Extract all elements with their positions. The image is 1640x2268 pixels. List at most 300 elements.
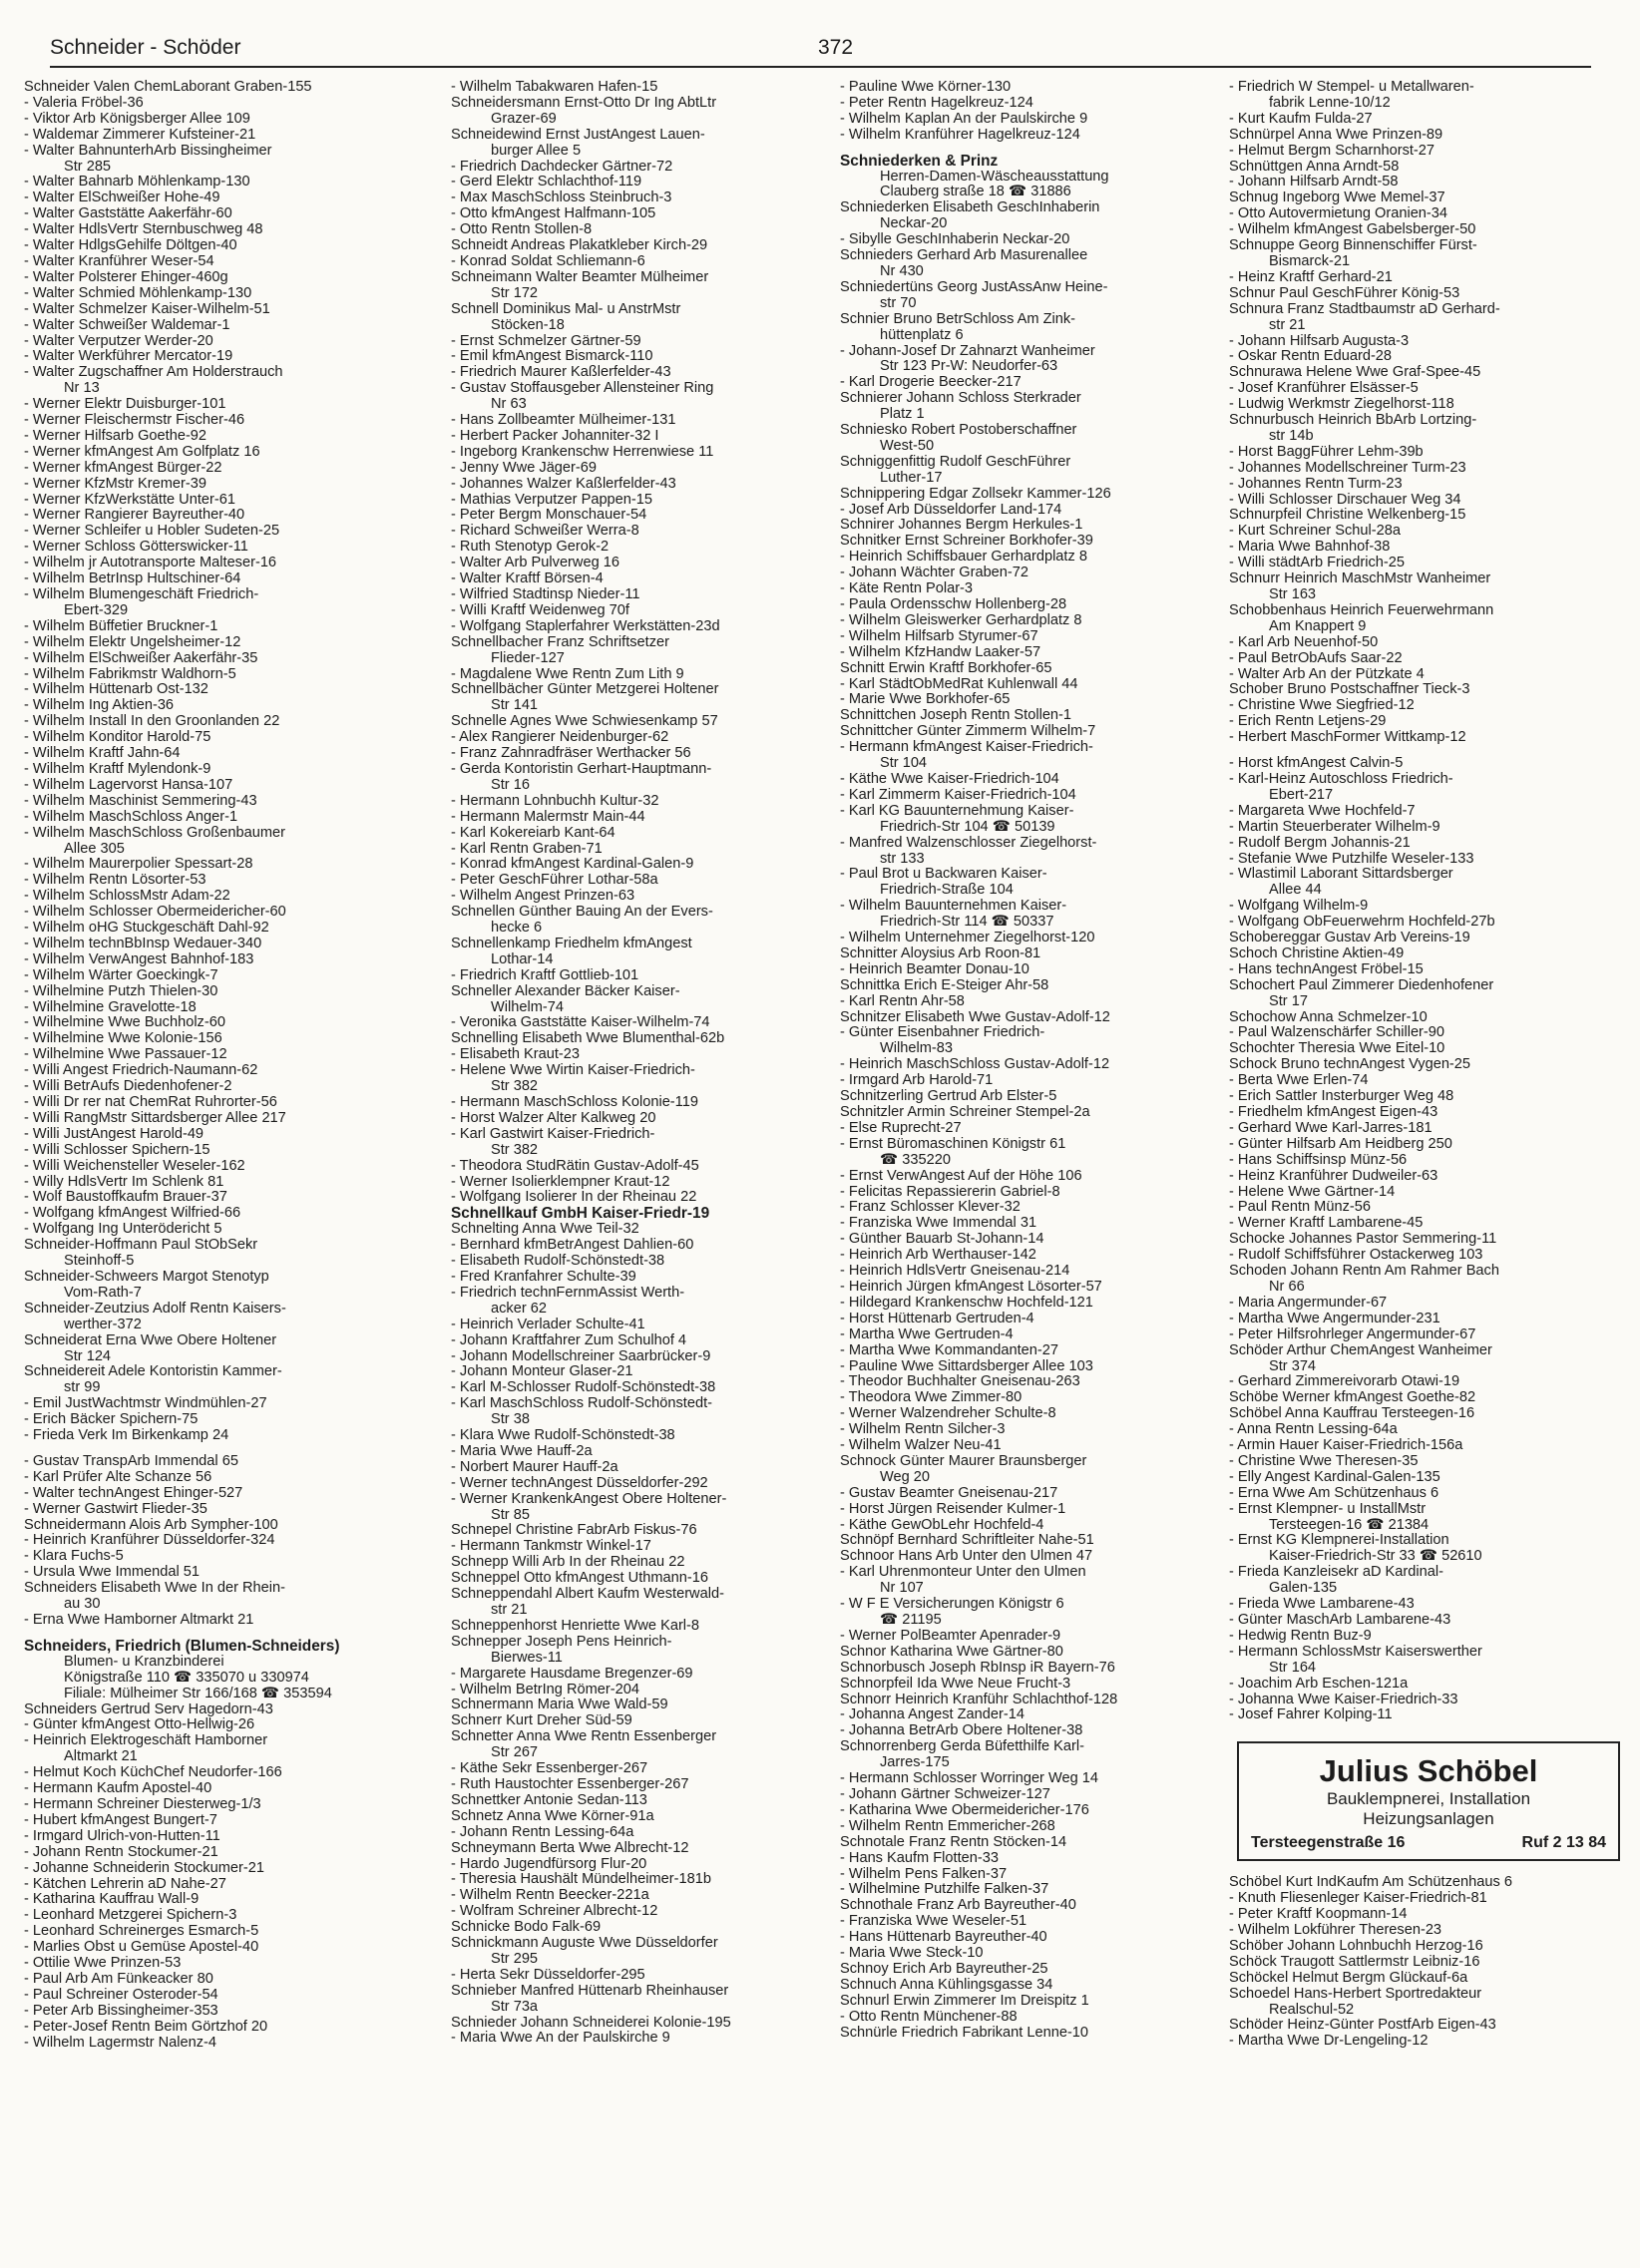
directory-entry: Schneider Valen ChemLaborant Graben-155 (24, 80, 312, 95)
business-listing-heading: Schniederken & Prinz (840, 152, 999, 170)
directory-entry: - Franz Schlosser Klever-32 (840, 1199, 1021, 1216)
directory-entry: - Erna Wwe Hamborner Altmarkt 21 (24, 1612, 254, 1628)
column-2 (451, 80, 845, 2259)
directory-entry: - Werner KfzWerkstätte Unter-61 (24, 491, 235, 508)
directory-entry: Schnurpfeil Christine Welkenberg-15 (1229, 507, 1466, 524)
directory-entry: ☎ 21195 (880, 1612, 942, 1628)
directory-entry: - Karl MaschSchloss Rudolf-Schönstedt- (451, 1395, 712, 1412)
directory-entry: Schock Bruno technAngest Vygen-25 (1229, 1056, 1471, 1073)
directory-entry: Schnelling Elisabeth Wwe Blumenthal-62b (451, 1030, 725, 1047)
directory-entry: - Heinrich Elektrogeschäft Hamborner (24, 1732, 268, 1749)
directory-entry: - Katharina Kauffrau Wall-9 (24, 1891, 200, 1908)
directory-entry: Str 85 (491, 1506, 530, 1523)
directory-entry: - Oskar Rentn Eduard-28 (1229, 348, 1393, 365)
directory-entry: - Felicitas Repassiererin Gabriel-8 (840, 1183, 1060, 1200)
directory-entry: Schnuppe Georg Binnenschiffer Fürst- (1229, 237, 1477, 254)
directory-entry: - Maria Wwe Bahnhof-38 (1229, 539, 1391, 556)
directory-entry: - Leonhard Metzgerei Spichern-3 (24, 1907, 237, 1924)
directory-entry: - Wilhelmine Gravelotte-18 (24, 998, 197, 1015)
directory-entry: Friedrich-Straße 104 (880, 882, 1014, 899)
directory-entry: Str 295 (491, 1950, 539, 1967)
directory-entry: - Wilhelm Install In den Groonlanden 22 (24, 713, 280, 730)
directory-entry: - Heinrich MaschSchloss Gustav-Adolf-12 (840, 1056, 1110, 1073)
directory-entry: - Johann-Josef Dr Zahnarzt Wanheimer (840, 342, 1095, 359)
directory-entry: - Wilhelm Blumengeschäft Friedrich- (24, 586, 259, 602)
directory-entry: Str 17 (1269, 992, 1308, 1009)
directory-entry: - Johann Gärtner Schweizer-127 (840, 1785, 1050, 1802)
ad-company-name: Julius Schöbel (1319, 1753, 1538, 1789)
directory-entry: - Karl-Heinz Autoschloss Friedrich- (1229, 770, 1453, 787)
business-listing-heading: Schnellkauf GmbH Kaiser-Friedr-19 (451, 1205, 710, 1223)
directory-entry: Schnorr Heinrich Kranführ Schlachthof-128 (840, 1691, 1118, 1707)
directory-entry: - Johann Hilfsarb Augusta-3 (1229, 332, 1410, 349)
directory-entry: - Käthe Wwe Kaiser-Friedrich-104 (840, 770, 1059, 787)
directory-entry: - Friedrich Maurer Kaßlerfelder-43 (451, 364, 671, 381)
directory-entry: - Wolfgang Ing Unterödericht 5 (24, 1221, 222, 1238)
directory-entry: - Hermann Schlosser Worringer Weg 14 (840, 1770, 1099, 1787)
directory-entry: Str 124 (64, 1347, 112, 1364)
directory-entry: Ebert-329 (64, 601, 129, 618)
directory-entry: - Wilhelm SchlossMstr Adam-22 (24, 888, 230, 905)
directory-entry: - Otto Autovermietung Oranien-34 (1229, 205, 1448, 222)
directory-entry: Nr 13 (64, 380, 100, 397)
directory-entry: Schneiders Gertrud Serv Hagedorn-43 (24, 1701, 273, 1717)
directory-entry: Schocke Johannes Pastor Semmering-11 (1229, 1231, 1497, 1248)
directory-entry: - Martha Wwe Kommandanten-27 (840, 1341, 1058, 1358)
directory-entry: - Wilhelm Angest Prinzen-63 (451, 888, 635, 905)
directory-entry: Schnüttgen Anna Arndt-58 (1229, 158, 1400, 175)
directory-entry: - Wilhelm Kraftf Mylendonk-9 (24, 760, 211, 777)
directory-entry: Galen-135 (1269, 1580, 1338, 1597)
directory-entry: - Ludwig Werkmstr Ziegelhorst-118 (1229, 396, 1454, 413)
page-header (50, 36, 1591, 68)
directory-entry: - Erna Wwe Am Schützenhaus 6 (1229, 1484, 1439, 1501)
directory-entry: - Hermann SchlossMstr Kaiserswerther (1229, 1643, 1482, 1660)
directory-entry: - Wilhelm Pens Falken-37 (840, 1865, 1008, 1882)
directory-entry: - Wilhelm VerwAngest Bahnhof-183 (24, 950, 254, 967)
directory-entry: Schnippering Edgar Zollsekr Kammer-126 (840, 485, 1111, 502)
directory-entry: - Kurt Schreiner Schul-28a (1229, 523, 1401, 540)
column-1 (24, 80, 418, 2259)
directory-entry: Schneidersmann Ernst-Otto Dr Ing AbtLtr (451, 94, 717, 111)
directory-entry: - Knuth Fliesenleger Kaiser-Friedrich-81 (1229, 1890, 1487, 1907)
directory-entry: - Wilhelm BetrInsp Hultschiner-64 (24, 570, 241, 587)
directory-entry: - Wilhelm ElSchweißer Aakerfähr-35 (24, 649, 258, 666)
directory-entry: - Paul Schreiner Osteroder-54 (24, 1986, 218, 2003)
directory-entry: - Herbert Packer Johanniter-32 I (451, 427, 659, 444)
directory-entry: Schoch Christine Aktien-49 (1229, 945, 1405, 961)
directory-entry: - Wolfgang ObFeuerwehrm Hochfeld-27b (1229, 914, 1495, 931)
directory-entry: - Elisabeth Kraut-23 (451, 1046, 580, 1063)
directory-entry: - Käthe Sekr Essenberger-267 (451, 1760, 648, 1777)
directory-entry: - Hedwig Rentn Buz-9 (1229, 1627, 1372, 1644)
directory-entry: - Johannes Modellschreiner Turm-23 (1229, 459, 1466, 476)
directory-entry: - Wilhelm Elektr Ungelsheimer-12 (24, 633, 241, 650)
directory-entry: Schochow Anna Schmelzer-10 (1229, 1008, 1428, 1025)
ad-services-line: Bauklempnerei, Installation (1326, 1789, 1531, 1809)
directory-entry: - Hardo Jugendfürsorg Flur-20 (451, 1855, 647, 1872)
directory-entry: - Wolfgang kfmAngest Wilfried-66 (24, 1205, 241, 1222)
directory-entry: - Walter BahnunterhArb Bissingheimer (24, 142, 272, 159)
directory-entry: Schnetz Anna Wwe Körner-91a (451, 1807, 654, 1824)
directory-entry: Wilhelm-74 (491, 998, 564, 1015)
directory-entry: - Willi Schlosser Dirschauer Weg 34 (1229, 491, 1461, 508)
directory-entry: Schnieders Gerhard Arb Masurenallee (840, 247, 1088, 264)
directory-entry: Schneidermann Alois Arb Sympher-100 (24, 1516, 278, 1533)
advertisement-box (1237, 1741, 1620, 1861)
directory-entry: Schnettker Antonie Sedan-113 (451, 1791, 647, 1808)
directory-entry: - Wilhelm Rentn Beecker-221a (451, 1887, 649, 1904)
directory-entry: - Heinrich Arb Werthauser-142 (840, 1247, 1036, 1264)
directory-entry: str 14b (1269, 427, 1314, 444)
directory-entry: - Walter HdlgsGehilfe Döltgen-40 (24, 237, 237, 254)
directory-entry: - Johann Monteur Glaser-21 (451, 1363, 633, 1380)
directory-entry: - Johann Hilfsarb Arndt-58 (1229, 174, 1399, 190)
directory-entry: - Konrad kfmAngest Kardinal-Galen-9 (451, 856, 694, 873)
directory-entry: werther-372 (64, 1316, 142, 1332)
directory-entry: Blumen- u Kranzbinderei (64, 1653, 224, 1670)
directory-entry: Schneller Alexander Bäcker Kaiser- (451, 982, 680, 999)
directory-entry: - Walter Zugschaffner Am Holderstrauch (24, 364, 283, 381)
directory-entry: - Johann Rentn Stockumer-21 (24, 1843, 218, 1860)
directory-entry: - Theresia Haushält Mündelheimer-181b (451, 1871, 711, 1888)
directory-entry: - Jenny Wwe Jäger-69 (451, 459, 597, 476)
directory-entry: - Hermann Lohnbuchh Kultur-32 (451, 792, 659, 809)
directory-entry: - Walter Gaststätte Aakerfähr-60 (24, 205, 232, 222)
directory-entry: Schnitker Ernst Schreiner Borkhofer-39 (840, 533, 1093, 550)
directory-entry: - Richard Schweißer Werra-8 (451, 523, 639, 540)
directory-entry: - Karl M-Schlosser Rudolf-Schönstedt-38 (451, 1379, 716, 1396)
directory-entry: - Heinrich Schiffsbauer Gerhardplatz 8 (840, 549, 1087, 566)
directory-entry: - Hermann MaschSchloss Kolonie-119 (451, 1094, 698, 1110)
directory-entry: - Horst Walzer Alter Kalkweg 20 (451, 1109, 656, 1126)
directory-entry: - Heinrich HdlsVertr Gneisenau-214 (840, 1263, 1070, 1280)
directory-entry: - Johannes Walzer Kaßlerfelder-43 (451, 475, 676, 492)
directory-entry: - Karl Arb Neuenhof-50 (1229, 633, 1379, 650)
directory-entry: Schneidereit Adele Kontoristin Kammer- (24, 1363, 282, 1380)
directory-entry: - Friedhelm kfmAngest Eigen-43 (1229, 1104, 1438, 1120)
directory-entry: - Paul Rentn Münz-56 (1229, 1199, 1371, 1216)
directory-entry: - Peter Bergm Monschauer-54 (451, 507, 647, 524)
directory-entry: - Walter Polsterer Ehinger-460g (24, 268, 228, 285)
directory-entry: - Wilhelm Rentn Lösorter-53 (24, 872, 206, 889)
directory-entry: - Karl KG Bauunternehmung Kaiser- (840, 802, 1074, 819)
directory-entry: - Hermann Kaufm Apostel-40 (24, 1780, 212, 1797)
directory-entry: - Wilhelm Schlosser Obermeidericher-60 (24, 904, 286, 921)
directory-entry: Weg 20 (880, 1468, 931, 1485)
directory-entry: Schnepel Christine FabrArb Fiskus-76 (451, 1522, 697, 1539)
directory-entry: Schnittcher Günter Zimmerm Wilhelm-7 (840, 723, 1096, 740)
directory-entry: - Friedrich W Stempel- u Metallwaren- (1229, 80, 1474, 95)
directory-entry: - Elly Angest Kardinal-Galen-135 (1229, 1468, 1440, 1485)
directory-entry: - Kätchen Lehrerin aD Nahe-27 (24, 1875, 226, 1892)
directory-entry: - Karl Uhrenmonteur Unter den Ulmen (840, 1564, 1086, 1581)
directory-entry: - Waldemar Zimmerer Kufsteiner-21 (24, 126, 256, 143)
directory-entry: - Wilhelm KfzHandw Laaker-57 (840, 643, 1041, 660)
directory-entry: Schneiders Elisabeth Wwe In der Rhein- (24, 1580, 286, 1597)
directory-entry: - Wilhelm technBbInsp Wedauer-340 (24, 935, 262, 951)
directory-entry: - Hans Kaufm Flotten-33 (840, 1849, 999, 1866)
directory-entry: - Fred Kranfahrer Schulte-39 (451, 1268, 636, 1285)
directory-entry: Schober Bruno Postschaffner Tieck-3 (1229, 681, 1470, 698)
page-number: 372 (818, 36, 854, 59)
directory-entry: - Wilhelm Büffetier Bruckner-1 (24, 617, 218, 634)
directory-entry: - Heinrich Jürgen kfmAngest Lösorter-57 (840, 1278, 1102, 1295)
directory-entry: Schneider-Hoffmann Paul StObSekr (24, 1237, 258, 1254)
directory-entry: Str 164 (1269, 1659, 1317, 1676)
directory-entry: - Manfred Walzenschlosser Ziegelhorst- (840, 834, 1097, 851)
directory-entry: Allee 44 (1269, 882, 1322, 899)
directory-entry: Kaiser-Friedrich-Str 33 ☎ 52610 (1269, 1548, 1482, 1565)
directory-entry: Schoden Johann Rentn Am Rahmer Bach (1229, 1263, 1499, 1280)
directory-entry: str 21 (1269, 316, 1306, 333)
directory-entry: - Wilhelm Unternehmer Ziegelhorst-120 (840, 930, 1095, 946)
directory-entry: Schnorbusch Joseph RbInsp iR Bayern-76 (840, 1659, 1115, 1676)
directory-entry: - Werner Walzendreher Schulte-8 (840, 1405, 1056, 1422)
directory-entry: Schobbenhaus Heinrich Feuerwehrmann (1229, 601, 1494, 618)
directory-entry: - Wilhelm Hüttenarb Ost-132 (24, 681, 208, 698)
directory-entry: - Wilhelm Fabrikmstr Waldhorn-5 (24, 665, 236, 682)
directory-entry: Schnicke Bodo Falk-69 (451, 1919, 602, 1936)
directory-entry: Nr 63 (491, 396, 527, 413)
directory-entry: Königstraße 110 ☎ 335070 u 330974 (64, 1669, 309, 1686)
directory-entry: - Wilhelm Lokführer Theresen-23 (1229, 1921, 1442, 1938)
directory-entry: - Johanna Angest Zander-14 (840, 1706, 1025, 1723)
directory-entry: - Wilhelm Kaplan An der Paulskirche 9 (840, 110, 1088, 127)
directory-entry: Schnelting Anna Wwe Teil-32 (451, 1221, 639, 1238)
directory-entry: - Werner Fleischermstr Fischer-46 (24, 412, 245, 429)
directory-entry: Nr 430 (880, 262, 924, 279)
directory-entry: - Wilhelm Gleiswerker Gerhardplatz 8 (840, 611, 1082, 628)
directory-entry: - Karl StädtObMedRat Kuhlenwall 44 (840, 675, 1078, 692)
directory-entry: - Käthe GewObLehr Hochfeld-4 (840, 1516, 1044, 1533)
directory-entry: - Wilhelm Konditor Harold-75 (24, 729, 211, 746)
directory-entry: - Willi RangMstr Sittardsberger Allee 217 (24, 1109, 286, 1126)
directory-entry: - Friedrich Dachdecker Gärtner-72 (451, 158, 673, 175)
directory-entry: Schnothale Franz Arb Bayreuther-40 (840, 1897, 1076, 1914)
directory-entry: fabrik Lenne-10/12 (1269, 94, 1391, 111)
directory-entry: - Hermann kfmAngest Kaiser-Friedrich- (840, 739, 1093, 756)
directory-entry: - Johannes Rentn Turm-23 (1229, 475, 1403, 492)
directory-entry: Schnerr Kurt Dreher Süd-59 (451, 1712, 632, 1729)
directory-entry: - Gerd Elektr Schlachthof-119 (451, 174, 642, 190)
directory-entry: Schöber Johann Lohnbuchh Herzog-16 (1229, 1937, 1483, 1954)
directory-entry: - Hans Hüttenarb Bayreuther-40 (840, 1929, 1047, 1946)
directory-entry: - Elisabeth Rudolf-Schönstedt-38 (451, 1253, 665, 1270)
directory-entry: - Käte Rentn Polar-3 (840, 580, 974, 597)
directory-entry: - Leonhard Schreinerges Esmarch-5 (24, 1923, 259, 1940)
directory-entry: - Frieda Verk Im Birkenkamp 24 (24, 1427, 229, 1444)
directory-entry: - Wilhelm Bauunternehmen Kaiser- (840, 898, 1067, 915)
directory-entry: - Paul BetrObAufs Saar-22 (1229, 649, 1403, 666)
directory-entry: Jarres-175 (880, 1754, 950, 1771)
directory-entry: Str 172 (491, 284, 539, 301)
directory-entry: Schöbe Werner kfmAngest Goethe-82 (1229, 1389, 1476, 1406)
directory-entry: - Wolfgang Staplerfahrer Werkstätten-23d (451, 617, 720, 634)
directory-entry: - Gustav Beamter Gneisenau-217 (840, 1484, 1058, 1501)
directory-entry: - Wilhelm Rentn Silcher-3 (840, 1421, 1006, 1438)
directory-entry: - Günter Hilfsarb Am Heidberg 250 (1229, 1135, 1452, 1152)
directory-entry: - Mathias Verputzer Pappen-15 (451, 491, 652, 508)
directory-entry: - Wilhelm Kraftf Jahn-64 (24, 745, 181, 762)
directory-entry: - Otto Rentn Münchener-88 (840, 2008, 1018, 2025)
directory-entry: - Rudolf Bergm Johannis-21 (1229, 834, 1411, 851)
directory-entry: Str 104 (880, 755, 928, 772)
directory-entry: - Franz Zahnradfräser Werthacker 56 (451, 745, 691, 762)
directory-entry: - Helene Wwe Wirtin Kaiser-Friedrich- (451, 1062, 695, 1079)
directory-entry: - Wilhelm BetrIng Römer-204 (451, 1681, 639, 1698)
ad-services-line-2: Heizungsanlagen (1363, 1809, 1494, 1829)
directory-entry: - Kurt Kaufm Fulda-27 (1229, 110, 1373, 127)
business-listing-heading: Schneiders, Friedrich (Blumen-Schneiders) (24, 1637, 340, 1655)
directory-entry: - Ernst Büromaschinen Königstr 61 (840, 1135, 1066, 1152)
directory-entry: - Heinrich Kranführer Düsseldorfer-324 (24, 1532, 275, 1549)
directory-entry: Schnittchen Joseph Rentn Stollen-1 (840, 707, 1072, 724)
directory-entry: burger Allee 5 (491, 142, 582, 159)
directory-entry: - Werner Kraftf Lambarene-45 (1229, 1215, 1424, 1232)
directory-entry: - Walter Schweißer Waldemar-1 (24, 316, 230, 333)
directory-entry: Schnurl Erwin Zimmerer Im Dreispitz 1 (840, 1992, 1089, 2009)
directory-entry: - Walter Bahnarb Möhlenkamp-130 (24, 174, 250, 190)
directory-entry: Str 163 (1269, 586, 1317, 602)
directory-entry: Schnittka Erich E-Steiger Ahr-58 (840, 976, 1049, 993)
directory-entry: - Pauline Wwe Sittardsberger Allee 103 (840, 1357, 1093, 1374)
directory-entry: Nr 66 (1269, 1278, 1305, 1295)
directory-entry: - Walter Kranführer Weser-54 (24, 252, 214, 269)
ad-phone: Ruf 2 13 84 (1521, 1834, 1606, 1852)
directory-entry: - Horst kfmAngest Calvin-5 (1229, 755, 1404, 772)
directory-entry: - Martha Wwe Dr-Lengeling-12 (1229, 2033, 1429, 2050)
directory-entry: - Martha Wwe Gertruden-4 (840, 1325, 1014, 1342)
directory-entry: - Sibylle GeschInhaberin Neckar-20 (840, 231, 1070, 248)
directory-entry: - Werner kfmAngest Bürger-22 (24, 459, 222, 476)
directory-entry: - Theodor Buchhalter Gneisenau-263 (840, 1373, 1080, 1390)
directory-entry: - Paul Walzenschärfer Schiller-90 (1229, 1024, 1445, 1041)
directory-entry: - Helene Wwe Gärtner-14 (1229, 1183, 1396, 1200)
directory-entry: Filiale: Mülheimer Str 166/168 ☎ 353594 (64, 1685, 332, 1701)
directory-entry: Str 382 (491, 1078, 539, 1095)
directory-entry: Lothar-14 (491, 950, 554, 967)
directory-entry: - Heinrich Verlader Schulte-41 (451, 1316, 645, 1332)
directory-entry: - Frieda Wwe Lambarene-43 (1229, 1596, 1415, 1613)
directory-entry: Schnirer Johannes Bergm Herkules-1 (840, 517, 1083, 534)
directory-entry: - Walter Arb An der Pützkate 4 (1229, 665, 1425, 682)
directory-entry: - Günther Bauarb St-Johann-14 (840, 1231, 1044, 1248)
directory-entry: hecke 6 (491, 920, 543, 937)
directory-entry: - Peter Hilfsrohrleger Angermunder-67 (1229, 1325, 1476, 1342)
directory-entry: - Johann Rentn Lessing-64a (451, 1823, 634, 1840)
directory-entry: Str 73a (491, 1998, 539, 2015)
column-4 (1229, 80, 1628, 2259)
directory-entry: Schneymann Berta Wwe Albrecht-12 (451, 1839, 689, 1856)
directory-entry: - Peter Arb Bissingheimer-353 (24, 2002, 218, 2019)
directory-entry: Am Knappert 9 (1269, 617, 1367, 634)
directory-entry: - Joachim Arb Eschen-121a (1229, 1675, 1409, 1692)
directory-entry: Schnug Ingeborg Wwe Memel-37 (1229, 189, 1445, 206)
directory-entry: - Ottilie Wwe Prinzen-53 (24, 1955, 182, 1972)
directory-entry: Str 267 (491, 1744, 539, 1761)
directory-entry: - Gerhard Zimmereivorarb Otawi-19 (1229, 1373, 1460, 1390)
directory-entry: - W F E Versicherungen Königstr 6 (840, 1596, 1064, 1613)
directory-entry: Schnura Franz Stadtbaumstr aD Gerhard- (1229, 300, 1500, 317)
directory-entry: - Gustav Stoffausgeber Allensteiner Ring (451, 380, 714, 397)
directory-entry: - Otto kfmAngest Halfmann-105 (451, 205, 656, 222)
directory-entry: Schnitt Erwin Kraftf Borkhofer-65 (840, 659, 1052, 676)
directory-entry: - Karl Gastwirt Kaiser-Friedrich- (451, 1125, 655, 1142)
directory-entry: - Peter-Josef Rentn Beim Görtzhof 20 (24, 2018, 268, 2035)
directory-entry: - Walter HdlsVertr Sternbuschweg 48 (24, 221, 263, 238)
directory-entry: - Marlies Obst u Gemüse Apostel-40 (24, 1939, 259, 1956)
ad-address: Tersteegenstraße 16 (1251, 1834, 1406, 1852)
directory-entry: - Josef Fahrer Kolping-11 (1229, 1706, 1393, 1723)
directory-entry: - Günter kfmAngest Otto-Hellwig-26 (24, 1716, 255, 1733)
directory-entry: - Ernst Klempner- u InstallMstr (1229, 1500, 1427, 1517)
column-3 (840, 80, 1234, 2259)
directory-entry: - Wilhelm Rentn Emmericher-268 (840, 1817, 1055, 1834)
directory-entry: - Wilhelm Kranführer Hagelkreuz-124 (840, 126, 1080, 143)
directory-entry: acker 62 (491, 1300, 547, 1317)
directory-entry: - Hubert kfmAngest Bungert-7 (24, 1811, 217, 1828)
directory-entry: Schneider-Zeutzius Adolf Rentn Kaisers- (24, 1300, 286, 1317)
directory-entry: - Theodora Wwe Zimmer-80 (840, 1389, 1023, 1406)
directory-entry: - Horst Jürgen Reisender Kulmer-1 (840, 1500, 1066, 1517)
directory-entry: - Werner Gastwirt Flieder-35 (24, 1500, 207, 1517)
directory-entry: Flieder-127 (491, 649, 565, 666)
directory-entry: - Viktor Arb Königsberger Allee 109 (24, 110, 250, 127)
directory-entry: - Wilhelm Walzer Neu-41 (840, 1437, 1002, 1454)
directory-entry: ☎ 335220 (880, 1151, 951, 1168)
directory-entry: Str 141 (491, 697, 539, 714)
directory-entry: Schobereggar Gustav Arb Vereins-19 (1229, 930, 1470, 946)
directory-entry: - Ernst VerwAngest Auf der Höhe 106 (840, 1167, 1082, 1184)
directory-entry: - Werner Rangierer Bayreuther-40 (24, 507, 245, 524)
directory-entry: Bierwes-11 (491, 1649, 563, 1666)
directory-entry: Schnorrenberg Gerda Büfetthilfe Karl- (840, 1738, 1084, 1755)
directory-entry: Vom-Rath-7 (64, 1284, 142, 1301)
header-names: Schneider - Schöder (50, 36, 241, 59)
directory-entry: - Irmgard Arb Harold-71 (840, 1072, 994, 1089)
directory-entry: Schnetter Anna Wwe Rentn Essenberger (451, 1728, 717, 1745)
directory-entry: - Walter technAngest Ehinger-527 (24, 1484, 243, 1501)
directory-entry: Schnor Katharina Wwe Gärtner-80 (840, 1643, 1063, 1660)
directory-entry: - Wilhelm Hilfsarb Styrumer-67 (840, 627, 1038, 644)
directory-entry: Friedrich-Str 114 ☎ 50337 (880, 914, 1054, 931)
directory-entry: - Gerhard Wwe Karl-Jarres-181 (1229, 1119, 1433, 1136)
directory-entry: - Martha Wwe Angermunder-231 (1229, 1310, 1440, 1326)
directory-entry: Stöcken-18 (491, 316, 565, 333)
directory-entry: - Magdalene Wwe Rentn Zum Lith 9 (451, 665, 684, 682)
directory-entry: - Hans Schiffsinsp Münz-56 (1229, 1151, 1408, 1168)
directory-entry: Schnellenkamp Friedhelm kfmAngest (451, 935, 692, 951)
directory-entry: - Emil kfmAngest Bismarck-110 (451, 348, 653, 365)
directory-entry: - Frieda Kanzleisekr aD Kardinal- (1229, 1564, 1443, 1581)
directory-entry: Neckar-20 (880, 215, 948, 232)
directory-entry: - Heinz Kraftf Gerhard-21 (1229, 268, 1393, 285)
directory-entry: - Hermann Tankmstr Winkel-17 (451, 1538, 651, 1555)
directory-entry: Schnitter Aloysius Arb Roon-81 (840, 945, 1041, 961)
directory-entry: - Margareta Wwe Hochfeld-7 (1229, 802, 1416, 819)
directory-entry: Schnorpfeil Ida Wwe Neue Frucht-3 (840, 1675, 1071, 1692)
directory-entry: - Horst BaggFührer Lehm-39b (1229, 443, 1424, 460)
directory-entry: - Berta Wwe Erlen-74 (1229, 1072, 1369, 1089)
directory-entry: - Paul Brot u Backwaren Kaiser- (840, 866, 1047, 883)
directory-entry: Realschul-52 (1269, 2001, 1355, 2018)
directory-entry: - Hermann Schreiner Diesterweg-1/3 (24, 1795, 261, 1812)
directory-entry: - Peter Kraftf Koopmann-14 (1229, 1906, 1408, 1923)
directory-entry: - Wilhelm Lagervorst Hansa-107 (24, 776, 233, 793)
directory-entry: - Franziska Wwe Immendal 31 (840, 1215, 1037, 1232)
directory-entry: Schnock Günter Maurer Braunsberger (840, 1452, 1087, 1469)
